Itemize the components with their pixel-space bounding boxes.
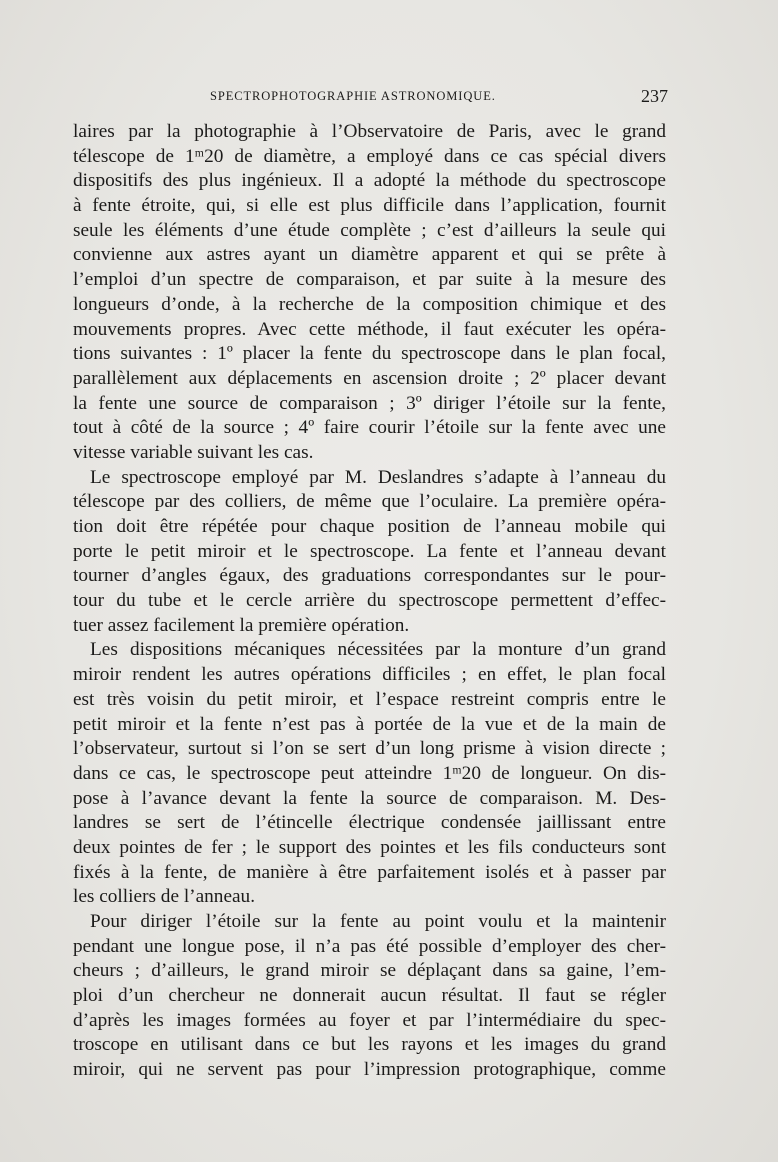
text-line: est très voisin du petit miroir, et l’espace restreint compris entre le <box>73 688 666 710</box>
text-line: tions suivantes : 1º placer la fente du spectroscope dans le plan focal, <box>73 343 666 365</box>
text-line: les colliers de l’anneau. <box>73 886 256 908</box>
text-line: Pour diriger l’étoile sur la fente au point voulu et la maintenir <box>90 911 666 932</box>
text-line: tour du tube et le cercle arrière du spectroscope permettent d’effec- <box>73 590 666 612</box>
text-line: porte le petit miroir et le spectroscope. La fente et l’anneau devant <box>73 540 666 562</box>
text-line: télescope par des colliers, de même que l’oculaire. La première opéra- <box>73 491 666 513</box>
text-line: longueurs d’onde, à la recherche de la composition chimique et des <box>73 293 666 315</box>
running-title: SPECTROPHOTOGRAPHIE ASTRONOMIQUE. <box>210 89 496 103</box>
paragraph-2 <box>73 466 666 639</box>
text-line: fixés à la fente, de manière à être parfaitement isolés et à passer par <box>73 861 666 883</box>
body-text <box>73 120 666 1083</box>
text-line: d’après les images formées au foyer et par l’intermédiaire du spec- <box>73 1009 666 1031</box>
text-line: mouvements propres. Avec cette méthode, il faut exécuter les opéra- <box>73 318 666 340</box>
text-line: vitesse variable suivant les cas. <box>73 441 314 463</box>
text-line: télescope de 1ᵐ20 de diamètre, a employé dans ce cas spécial divers <box>73 145 666 167</box>
text-line: l’emploi d’un spectre de comparaison, et par suite à la mesure des <box>73 269 666 291</box>
text-line: convienne aux astres ayant un diamètre apparent et qui se prête à <box>73 244 666 266</box>
text-line: parallèlement aux déplacements en ascension droite ; 2º placer devant <box>73 367 666 389</box>
paragraph-4 <box>73 910 666 1083</box>
text-line: Les dispositions mécaniques nécessitées par la monture d’un grand <box>90 639 666 661</box>
running-header <box>73 86 666 112</box>
text-line: tourner d’angles égaux, des graduations correspondantes sur le pour- <box>73 565 666 587</box>
text-line: tuer assez facilement la première opération. <box>73 614 410 636</box>
text-line: ploi d’un chercheur ne donnerait aucun résultat. Il faut se régler <box>73 985 666 1007</box>
text-line: miroir rendent les autres opérations difficiles ; en effet, le plan focal <box>73 664 666 686</box>
paragraph-1 <box>73 120 666 466</box>
text-line: pose à l’avance devant la fente la source de comparaison. M. Des- <box>73 787 666 809</box>
text-line: landres se sert de l’étincelle électrique condensée jaillissant entre <box>73 812 666 834</box>
text-line: troscope en utilisant dans ce but les rayons et les images du grand <box>73 1034 666 1056</box>
text-line: cheurs ; d’ailleurs, le grand miroir se déplaçant dans sa gaine, l’em- <box>73 960 666 982</box>
text-line: l’observateur, surtout si l’on se sert d’un long prisme à vision directe ; <box>73 738 666 760</box>
text-line: miroir, qui ne servent pas pour l’impression protographique, comme <box>73 1059 666 1081</box>
page-number: 237 <box>641 86 668 106</box>
text-line: tout à côté de la source ; 4º faire courir l’étoile sur la fente avec une <box>73 417 666 439</box>
text-line: Le spectroscope employé par M. Deslandres s’adapte à l’anneau du <box>90 466 666 488</box>
text-line: deux pointes de fer ; le support des pointes et les fils conducteurs sont <box>73 836 666 858</box>
text-line: petit miroir et la fente n’est pas à portée de la vue et de la main de <box>73 713 666 735</box>
text-line: dans ce cas, le spectroscope peut atteindre 1ᵐ20 de longueur. On dis- <box>73 762 666 784</box>
text-line: tion doit être répétée pour chaque position de l’anneau mobile qui <box>73 516 666 537</box>
text-line: à fente étroite, qui, si elle est plus difficile dans l’application, fournit <box>73 195 666 217</box>
book-page <box>73 86 666 1083</box>
paragraph-3 <box>73 638 666 910</box>
text-line: seule les éléments d’une étude complète ; c’est d’ailleurs la seule qui <box>73 219 666 241</box>
text-line: pendant une longue pose, il n’a pas été possible d’employer des cher- <box>73 935 666 957</box>
text-line: la fente une source de comparaison ; 3º diriger l’étoile sur la fente, <box>73 392 666 414</box>
text-line: dispositifs des plus ingénieux. Il a adopté la méthode du spectroscope <box>73 170 666 192</box>
text-line: laires par la photographie à l’Observatoire de Paris, avec le grand <box>73 121 666 142</box>
